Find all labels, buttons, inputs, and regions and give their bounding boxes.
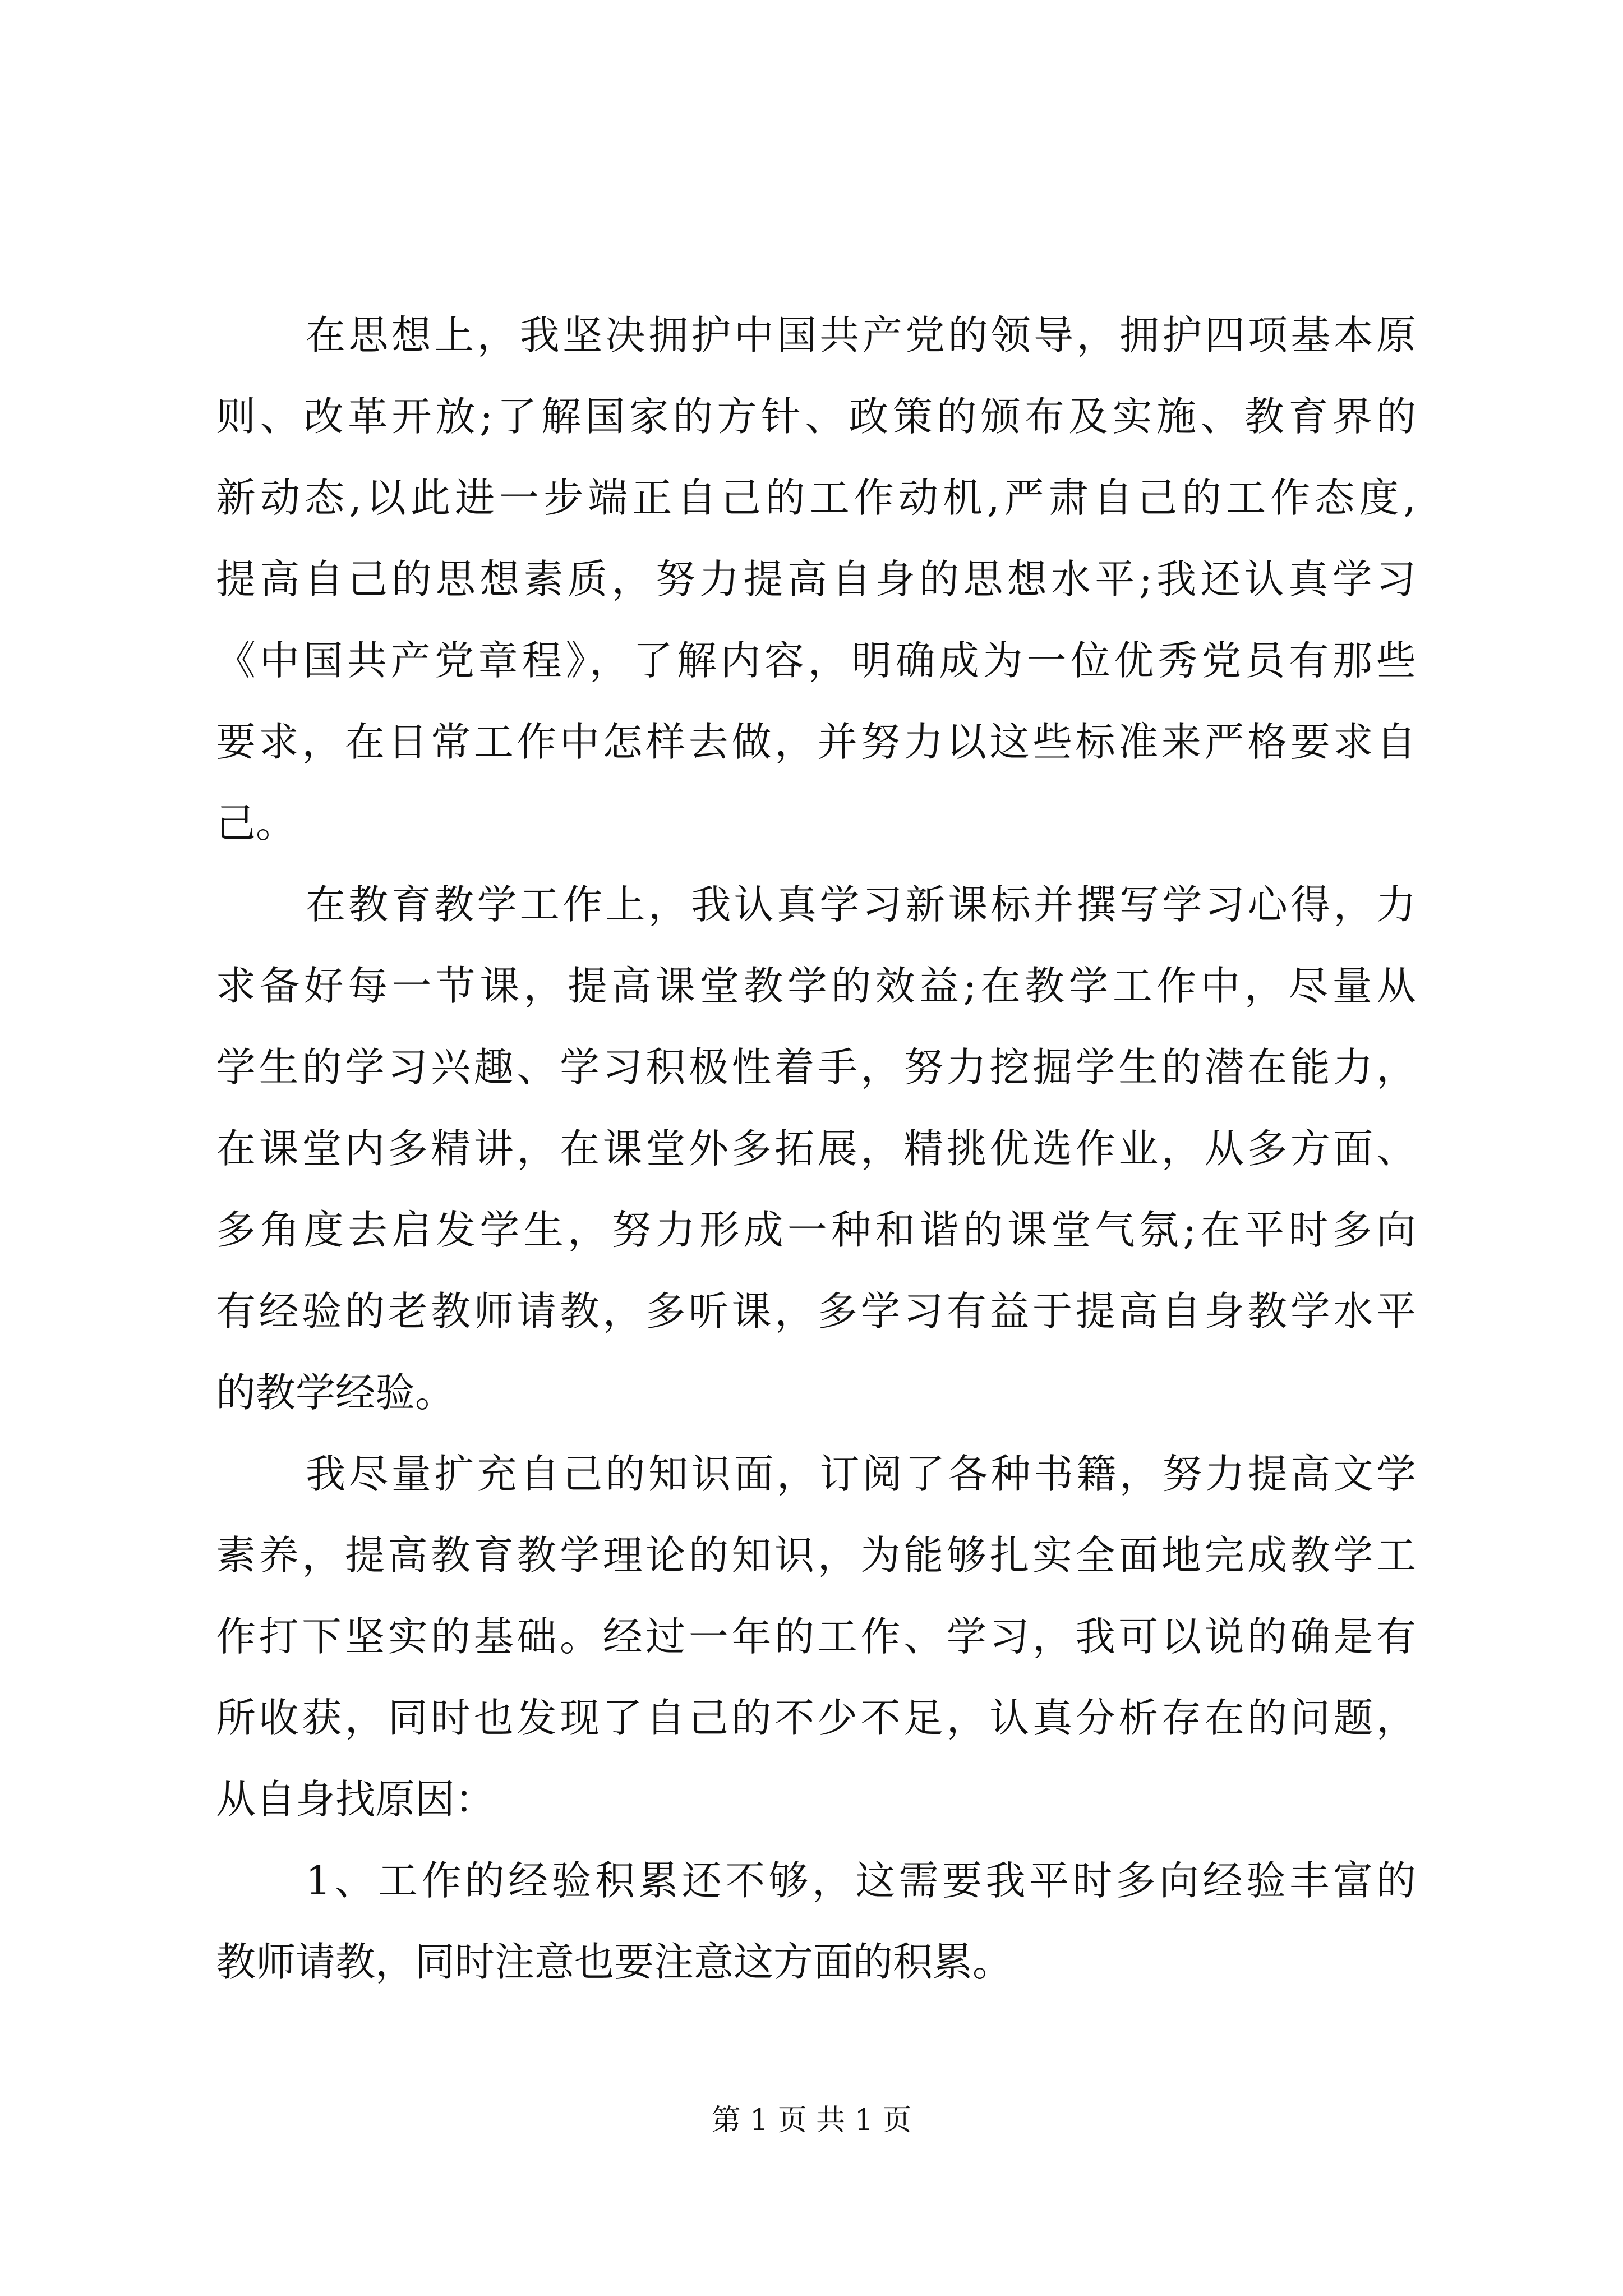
text-line: 所收获，同时也发现了自己的不少不足，认真分析存在的问题， xyxy=(216,1695,1416,1741)
paragraph xyxy=(216,295,1416,864)
text-line: 求备好每一节课，提高课堂教学的效益;在教学工作中，尽量从 xyxy=(216,963,1416,1009)
paragraph xyxy=(216,864,1416,1433)
text-line: 我尽量扩充自己的知识面，订阅了各种书籍，努力提高文学 xyxy=(306,1451,1416,1497)
paragraph xyxy=(216,1433,1416,1840)
text-line: 从自身找原因： xyxy=(216,1776,495,1823)
text-line: 在教育教学工作上，我认真学习新课标并撰写学习心得，力 xyxy=(306,881,1416,928)
text-line: 作打下坚实的基础。经过一年的工作、学习，我可以说的确是有 xyxy=(216,1613,1416,1660)
text-line: 则、改革开放;了解国家的方针、政策的颁布及实施、教育界的 xyxy=(216,393,1416,440)
paragraph xyxy=(216,1840,1416,2003)
text-line: 要求，在日常工作中怎样去做，并努力以这些标准来严格要求自 xyxy=(216,719,1416,765)
text-line: 《中国共产党章程》，了解内容，明确成为一位优秀党员有那些 xyxy=(216,637,1416,684)
text-line: 学生的学习兴趣、学习积极性着手，努力挖掘学生的潜在能力， xyxy=(216,1044,1416,1091)
text-line: 新动态,以此进一步端正自己的工作动机,严肃自己的工作态度, xyxy=(216,475,1416,521)
text-line: 多角度去启发学生，努力形成一种和谐的课堂气氛;在平时多向 xyxy=(216,1207,1416,1253)
text-line: 素养，提高教育教学理论的知识，为能够扎实全面地完成教学工 xyxy=(216,1532,1416,1579)
document-body xyxy=(216,295,1416,2003)
text-line: 在思想上，我坚决拥护中国共产党的领导，拥护四项基本原 xyxy=(306,312,1416,358)
page-footer xyxy=(0,2101,1623,2140)
text-line: 在课堂内多精讲，在课堂外多拓展，精挑优选作业，从多方面、 xyxy=(216,1125,1416,1172)
text-line: 己。 xyxy=(216,800,296,846)
text-line: 1、工作的经验积累还不够，这需要我平时多向经验丰富的 xyxy=(306,1857,1416,1904)
page-number-label: 第 1 页 共 1 页 xyxy=(711,2104,912,2137)
text-line: 提高自己的思想素质，努力提高自身的思想水平;我还认真学习 xyxy=(216,556,1416,602)
text-line: 有经验的老教师请教，多听课，多学习有益于提高自身教学水平 xyxy=(216,1288,1416,1335)
text-line: 教师请教，同时注意也要注意这方面的积累。 xyxy=(216,1939,1013,1985)
text-line: 的教学经验。 xyxy=(216,1369,455,1416)
